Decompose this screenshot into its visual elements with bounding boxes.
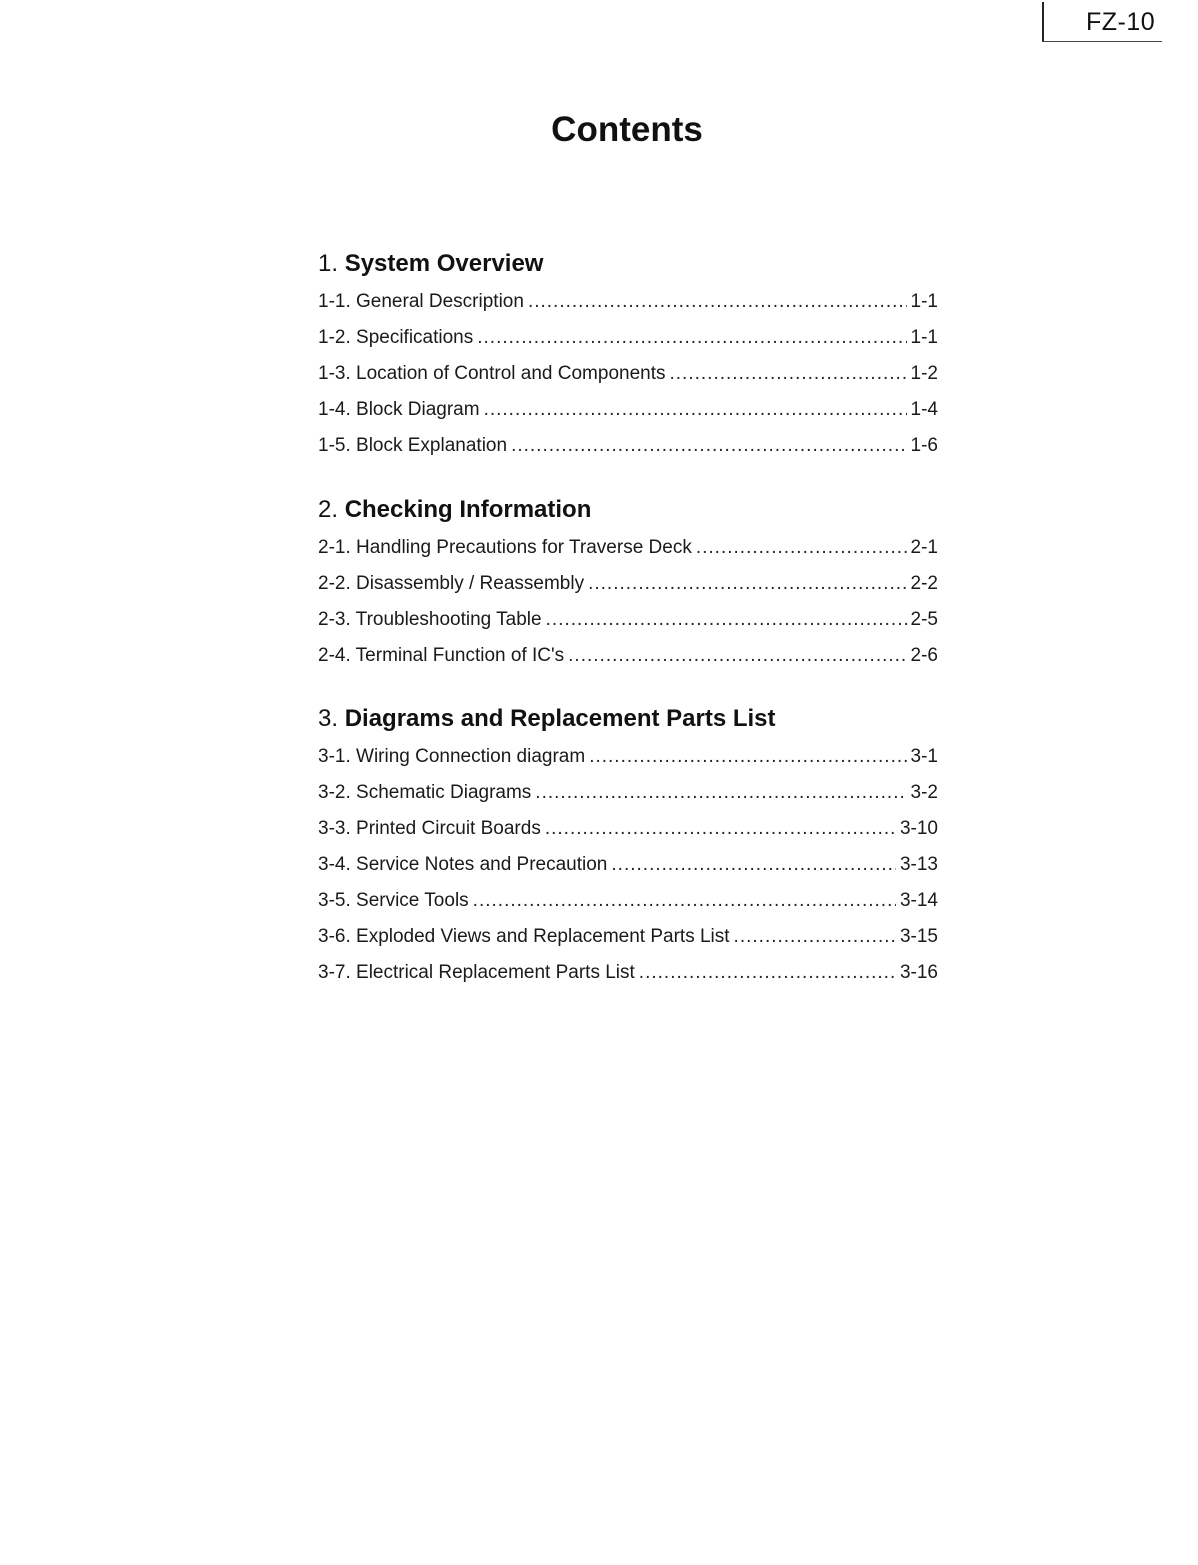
toc-entry-label: 2-1. Handling Precautions for Traverse Deck bbox=[318, 537, 692, 558]
toc-entry[interactable] bbox=[318, 320, 938, 356]
model-header bbox=[1042, 0, 1192, 44]
model-label: FZ-10 bbox=[1086, 8, 1156, 36]
toc-entry[interactable] bbox=[318, 284, 938, 320]
toc-entry[interactable] bbox=[318, 566, 938, 602]
toc-entry-page: 2-5 bbox=[910, 609, 938, 630]
toc-entry[interactable] bbox=[318, 392, 938, 428]
section-heading bbox=[318, 248, 938, 280]
toc-entry-label: 2-4. Terminal Function of IC's bbox=[318, 645, 565, 666]
dot-leader bbox=[670, 356, 907, 392]
section-name: Diagrams and Replacement Parts List bbox=[344, 705, 776, 732]
toc-entry-label: 3-7. Electrical Replacement Parts List bbox=[318, 962, 635, 983]
dot-leader bbox=[696, 530, 907, 566]
toc-entry-page: 2-6 bbox=[910, 645, 938, 666]
toc-entry[interactable] bbox=[318, 955, 938, 991]
section-name: Checking Information bbox=[344, 496, 592, 523]
dot-leader bbox=[545, 811, 896, 847]
toc-entry[interactable] bbox=[318, 739, 938, 775]
toc-entry-page: 2-1 bbox=[910, 537, 938, 558]
dot-leader bbox=[639, 955, 896, 991]
toc-entry-page: 2-2 bbox=[910, 573, 938, 594]
toc-entry[interactable] bbox=[318, 428, 938, 464]
dot-leader bbox=[535, 775, 906, 811]
toc-entry[interactable] bbox=[318, 811, 938, 847]
toc-entry-label: 3-4. Service Notes and Precaution bbox=[318, 854, 608, 875]
toc-entry-label: 3-5. Service Tools bbox=[318, 890, 469, 911]
section-number: 1. bbox=[318, 250, 339, 277]
toc-entry-page: 3-16 bbox=[899, 962, 938, 983]
toc-entry-page: 1-1 bbox=[910, 291, 938, 312]
toc-entry[interactable] bbox=[318, 638, 938, 674]
toc-entry-label: 3-3. Printed Circuit Boards bbox=[318, 818, 541, 839]
toc-entry-label: 1-1. General Description bbox=[318, 291, 524, 312]
toc-section-diagrams-and-parts bbox=[318, 703, 938, 991]
toc-entry-page: 3-15 bbox=[899, 926, 938, 947]
toc-section-system-overview bbox=[318, 248, 938, 464]
dot-leader bbox=[511, 428, 906, 464]
section-heading bbox=[318, 494, 938, 526]
toc-entry[interactable] bbox=[318, 847, 938, 883]
section-name: System Overview bbox=[344, 250, 544, 277]
toc-entry-label: 2-3. Troubleshooting Table bbox=[318, 609, 542, 630]
toc-entry-page: 3-1 bbox=[910, 746, 938, 767]
toc-entry-page: 3-14 bbox=[899, 890, 938, 911]
toc-entry-page: 3-2 bbox=[910, 782, 938, 803]
toc-entry-page: 1-4 bbox=[910, 399, 938, 420]
section-number: 2. bbox=[318, 496, 339, 523]
toc-entry-label: 2-2. Disassembly / Reassembly bbox=[318, 573, 585, 594]
toc-section-checking-information bbox=[318, 494, 938, 674]
toc-entry[interactable] bbox=[318, 356, 938, 392]
toc-entry-label: 3-6. Exploded Views and Replacement Parts List bbox=[318, 926, 730, 947]
toc-entry-label: 1-3. Location of Control and Components bbox=[318, 363, 666, 384]
page-title: Contents bbox=[551, 110, 703, 149]
toc-entry-label: 1-2. Specifications bbox=[318, 327, 474, 348]
dot-leader bbox=[477, 320, 906, 356]
toc-entry-page: 3-10 bbox=[899, 818, 938, 839]
dot-leader bbox=[588, 566, 906, 602]
toc-entry-page: 1-6 bbox=[910, 435, 938, 456]
toc-entry-label: 3-1. Wiring Connection diagram bbox=[318, 746, 586, 767]
toc-entry-label: 1-5. Block Explanation bbox=[318, 435, 508, 456]
toc-entry-page: 3-13 bbox=[899, 854, 938, 875]
dot-leader bbox=[473, 883, 896, 919]
section-number: 3. bbox=[318, 705, 339, 732]
toc-entry-label: 1-4. Block Diagram bbox=[318, 399, 480, 420]
toc-entry[interactable] bbox=[318, 530, 938, 566]
toc-entry-page: 1-1 bbox=[910, 327, 938, 348]
toc-entry-page: 1-2 bbox=[910, 363, 938, 384]
dot-leader bbox=[589, 739, 906, 775]
toc-entry[interactable] bbox=[318, 883, 938, 919]
dot-leader bbox=[528, 284, 907, 320]
dot-leader bbox=[568, 638, 906, 674]
toc-entry[interactable] bbox=[318, 602, 938, 638]
dot-leader bbox=[611, 847, 896, 883]
header-rule-vertical bbox=[1042, 2, 1044, 42]
toc-entry-label: 3-2. Schematic Diagrams bbox=[318, 782, 532, 803]
dot-leader bbox=[734, 919, 896, 955]
dot-leader bbox=[484, 392, 907, 428]
toc-entry[interactable] bbox=[318, 775, 938, 811]
dot-leader bbox=[546, 602, 907, 638]
header-rule-horizontal bbox=[1042, 41, 1162, 42]
section-heading bbox=[318, 703, 938, 735]
toc-entry[interactable] bbox=[318, 919, 938, 955]
